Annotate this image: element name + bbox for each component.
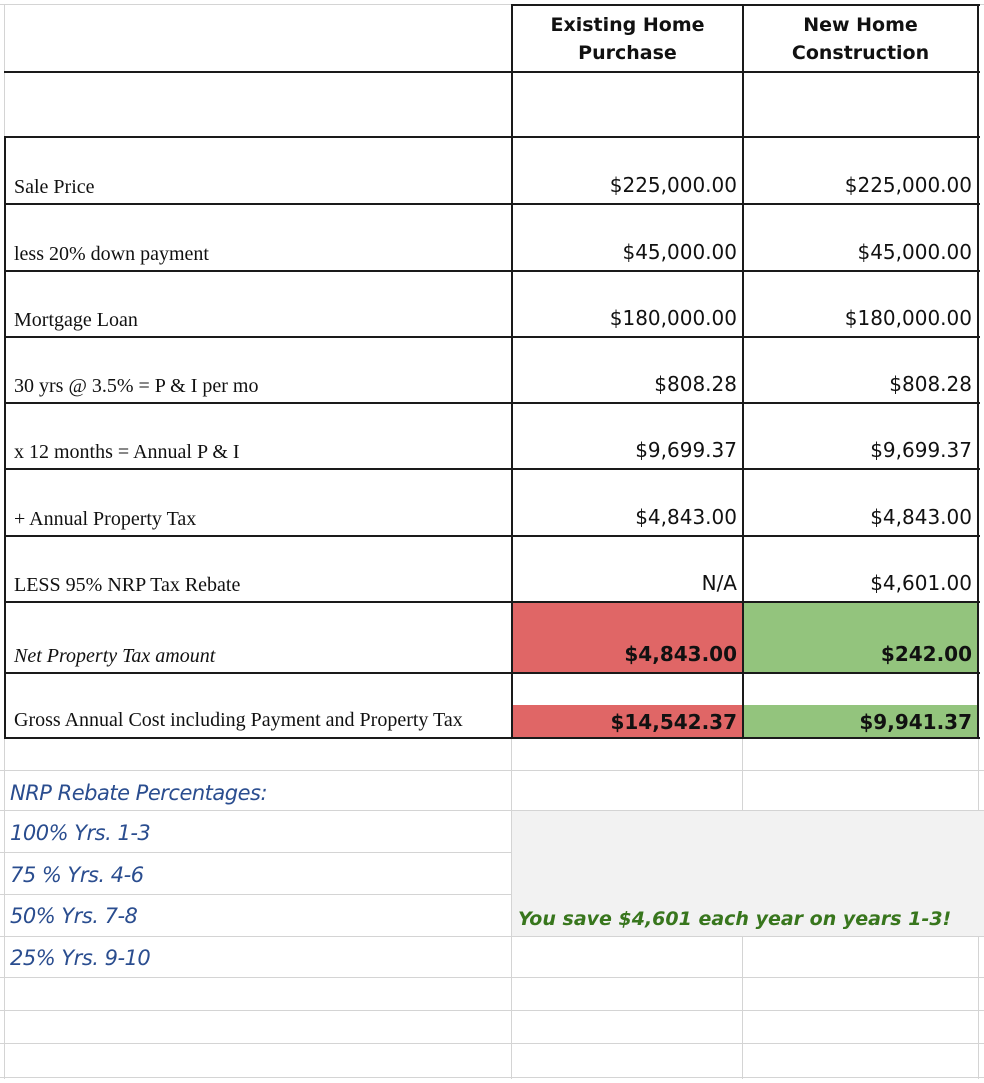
nrp-item: 50% Yrs. 7-8 xyxy=(10,904,138,928)
row-label-annual-payment: x 12 months = Annual P & I xyxy=(14,441,240,463)
nrp-item: 25% Yrs. 9-10 xyxy=(10,946,151,970)
row-value-new: $225,000.00 xyxy=(844,173,972,197)
row-value-existing: $808.28 xyxy=(654,372,737,396)
gross-existing-value: $14,542.37 xyxy=(610,710,737,734)
row-label-tax-rebate: LESS 95% NRP Tax Rebate xyxy=(14,574,241,596)
row-value-new: $808.28 xyxy=(889,372,972,396)
row-value-new: $9,699.37 xyxy=(870,438,972,462)
row-value-existing: $225,000.00 xyxy=(609,173,737,197)
row-label-net-tax: Net Property Tax amount xyxy=(14,645,216,667)
row-value-existing: $4,843.00 xyxy=(635,505,737,529)
row-value-new: $4,843.00 xyxy=(870,505,972,529)
row-value-existing: $45,000.00 xyxy=(622,240,737,264)
row-value-existing: N/A xyxy=(701,571,737,595)
row-value-new: $4,601.00 xyxy=(870,571,972,595)
row-value-existing: $180,000.00 xyxy=(609,306,737,330)
row-label-mortgage-loan: Mortgage Loan xyxy=(14,309,138,331)
row-label-sale-price: Sale Price xyxy=(14,176,95,198)
nrp-item: 75 % Yrs. 4-6 xyxy=(10,863,144,887)
row-value-new: $180,000.00 xyxy=(844,306,972,330)
row-label-down-payment: less 20% down payment xyxy=(14,243,209,265)
row-value-existing: $9,699.37 xyxy=(635,438,737,462)
nrp-title: NRP Rebate Percentages: xyxy=(10,781,268,805)
net-tax-new-value: $242.00 xyxy=(880,642,972,666)
column-header-existing: Existing Home Purchase xyxy=(550,13,705,64)
row-label-monthly-payment: 30 yrs @ 3.5% = P & I per mo xyxy=(14,375,259,397)
column-header-new: New Home Construction xyxy=(791,13,930,64)
savings-note: You save $4,601 each year on years 1-3! xyxy=(518,908,952,930)
net-tax-existing-value: $4,843.00 xyxy=(624,642,737,666)
row-value-new: $45,000.00 xyxy=(857,240,972,264)
nrp-item: 100% Yrs. 1-3 xyxy=(10,821,151,845)
row-label-gross-cost: Gross Annual Cost including Payment and Property Tax xyxy=(14,709,463,731)
gross-new-value: $9,941.37 xyxy=(859,710,972,734)
row-label-property-tax: + Annual Property Tax xyxy=(14,508,197,530)
